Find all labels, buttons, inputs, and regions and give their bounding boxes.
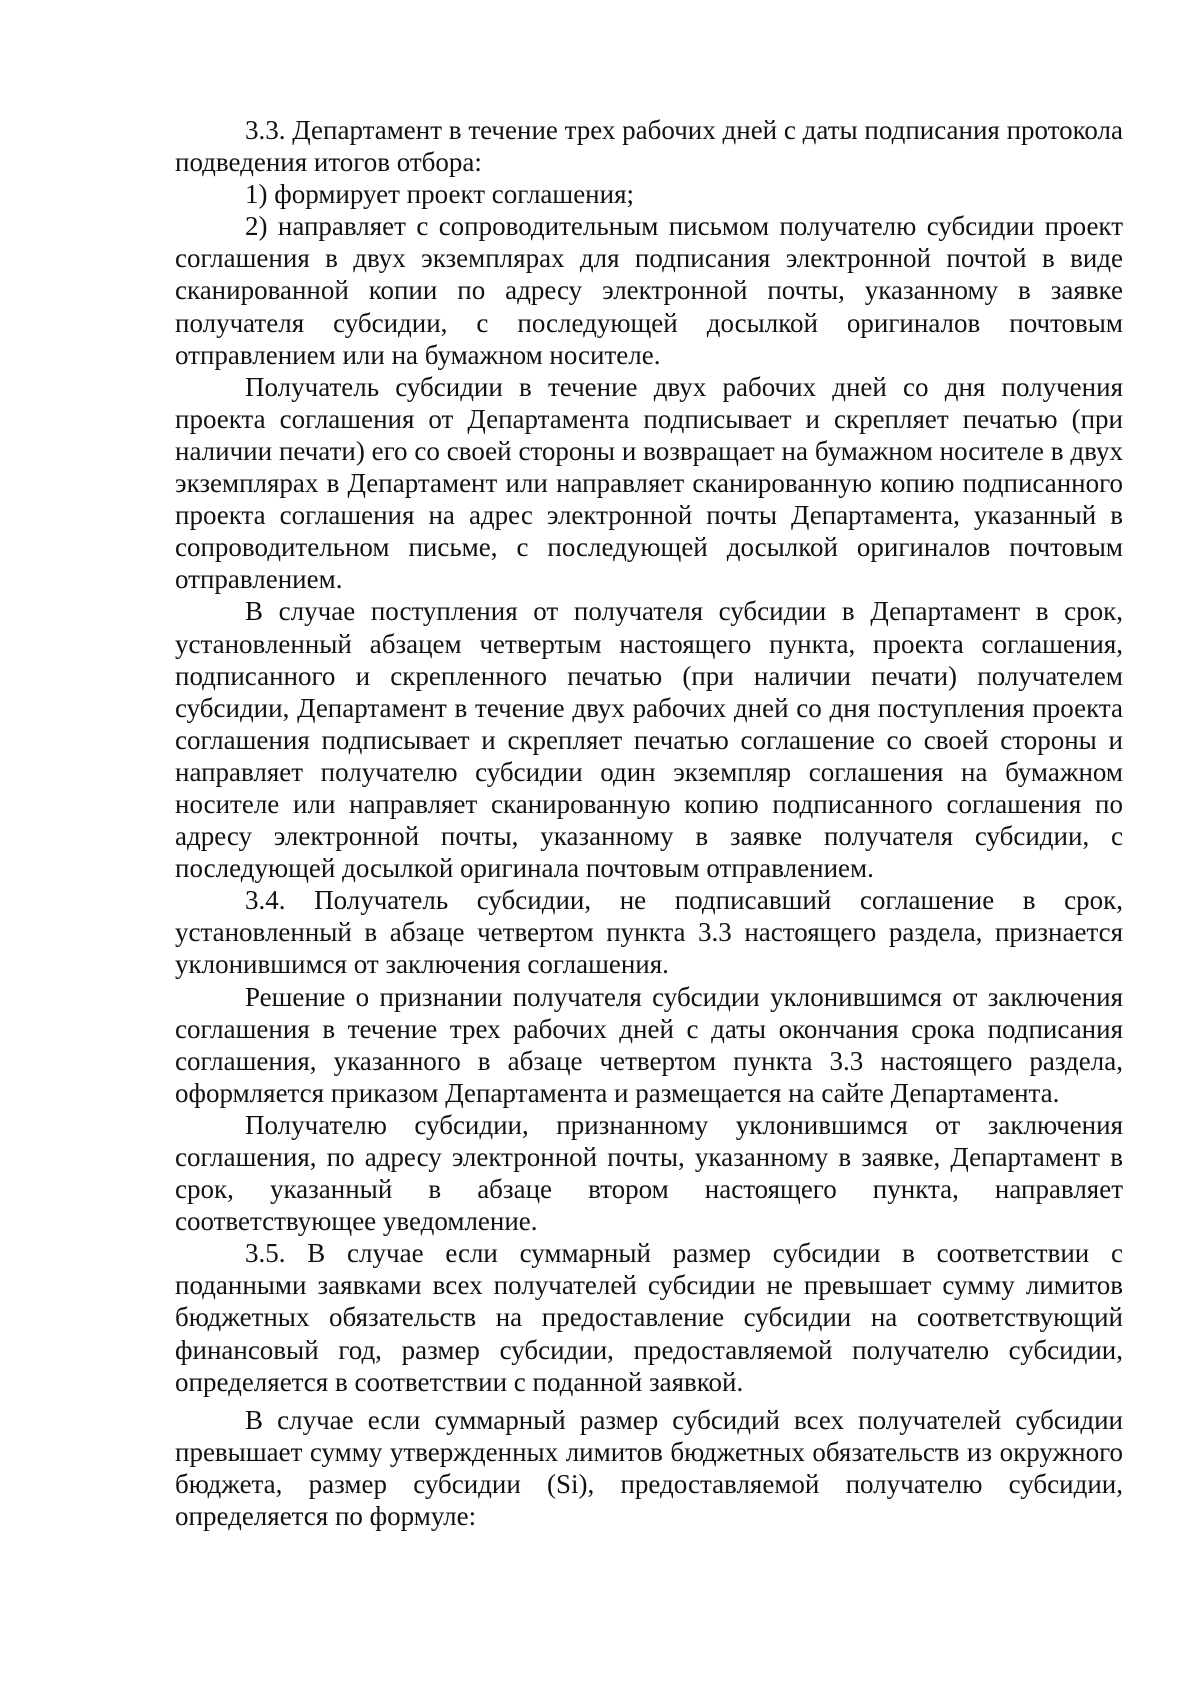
paragraph-department-signing: В случае поступления от получателя субсидии в Департамент в срок, установленный абзацем четвертым настоящего пункта, проекта соглашения, подписанного и скрепленного печатью (при наличии печати) получателем субсидии, Департамент в течение двух рабочих дней со дня поступления проекта соглашения подписывает и скрепляет печатью соглашение со своей стороны и направляет получателю субсидии один экземпляр соглашения на бумажном носителе или направляет сканированную копию подписанного соглашения по адресу электронной почты, указанному в заявке получателя субсидии, с последующей досылкой оригинала почтовым отправлением. xyxy=(175,596,1123,884)
paragraph-3-5: 3.5. В случае если суммарный размер субсидии в соответствии с поданными заявками всех получателей субсидии не превышает сумму лимитов бюджетных обязательств на предоставление субсидии на соответствующий финансовый год, размер субсидии, предоставляемой получателю субсидии, определяется в соответствии с поданной заявкой. xyxy=(175,1238,1123,1397)
paragraph-item-1: 1) формирует проект соглашения; xyxy=(245,179,634,210)
paragraph-formula-intro: В случае если суммарный размер субсидий всех получателей субсидии превышает сумму утвержденных лимитов бюджетных обязательств из окружного бюджета, размер субсидии (Si), предоставляемой получателю субсидии, определяется по формуле: xyxy=(175,1404,1123,1532)
paragraph-notification: Получателю субсидии, признанному уклонившимся от заключения соглашения, по адресу электронной почты, указанному в заявке, Департамент в срок, указанный в абзаце втором настоящего пункта, направляет соответствующее уведомление. xyxy=(175,1109,1123,1237)
paragraph-recipient-signing: Получатель субсидии в течение двух рабочих дней со дня получения проекта соглашения от Департамента подписывает и скрепляет печатью (при наличии печати) его со своей стороны и возвращает на бумажном носителе в двух экземплярах в Департамент или направляет сканированную копию подписанного проекта соглашения на адрес электронной почты Департамента, указанный в сопроводительном письме, с последующей досылкой оригиналов почтовым отправлением. xyxy=(175,371,1123,595)
paragraph-decision: Решение о признании получателя субсидии уклонившимся от заключения соглашения в течение трех рабочих дней с даты окончания срока подписания соглашения, указанного в абзаце четвертом пункта 3.3 настоящего раздела, оформляется приказом Департамента и размещается на сайте Департамента. xyxy=(175,981,1123,1108)
paragraph-item-2: 2) направляет с сопроводительным письмом получателю субсидии проект соглашения в двух экземплярах для подписания электронной почтой в виде сканированной копии по адресу электронной почты, указанному в заявке получателя субсидии, с последующей досылкой оригиналов почтовым отправлением или на бумажном носителе. xyxy=(175,211,1123,370)
paragraph-3-4: 3.4. Получатель субсидии, не подписавший соглашение в срок, установленный в абзаце четвертом пункта 3.3 настоящего раздела, признается уклонившимся от заключения соглашения. xyxy=(175,885,1123,980)
paragraph-3-3: 3.3. Департамент в течение трех рабочих дней с даты подписания протокола подведения итогов отбора: xyxy=(175,115,1123,178)
document-body xyxy=(175,114,1123,1532)
